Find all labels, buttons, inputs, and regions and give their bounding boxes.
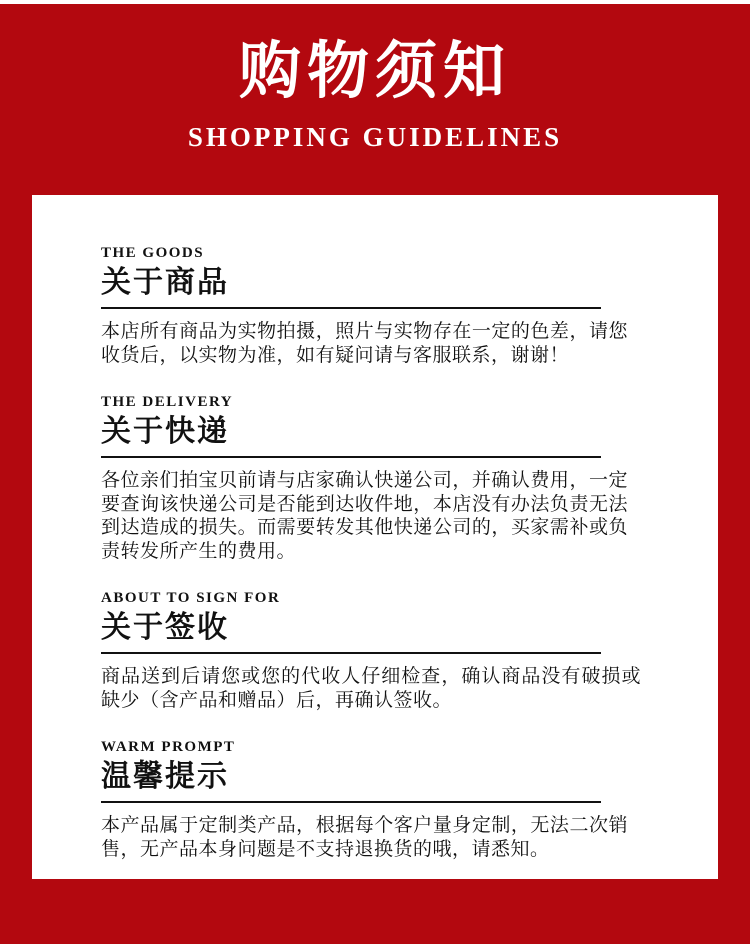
section-warm-prompt-body: 本产品属于定制类产品，根据每个客户量身定制，无法二次销售，无产品本身问题是不支持退换货的哦，请悉知。 (101, 815, 628, 860)
section-sign-for-divider (101, 652, 601, 654)
section-delivery-body: 各位亲们拍宝贝前请与店家确认快递公司，并确认费用，一定要查询该快递公司是否能到达收件地，本店没有办法负责无法到达造成的损失。而需要转发其他快递公司的，买家需补或负责转发所产生的费用。 (101, 470, 628, 562)
header (0, 4, 750, 152)
content-card (32, 195, 718, 879)
section-delivery-divider (101, 456, 601, 458)
section-warm-prompt-title-zh: 温馨提示 (101, 759, 229, 794)
section-sign-for-title-zh: 关于签收 (101, 610, 229, 645)
section-delivery (101, 394, 658, 563)
section-sign-for-label-en: ABOUT TO SIGN FOR (101, 590, 281, 606)
section-delivery-title-zh: 关于快递 (101, 414, 229, 449)
page-title: 购物须知 (238, 34, 511, 107)
section-sign-for-body: 商品送到后请您或您的代收人仔细检查，确认商品没有破损或缺少（含产品和赠品）后，再确认签收。 (101, 666, 641, 711)
section-goods (101, 245, 658, 367)
section-warm-prompt (101, 739, 658, 861)
section-goods-label-en: THE GOODS (101, 245, 205, 261)
section-warm-prompt-label-en: WARM PROMPT (101, 739, 236, 755)
section-goods-title-zh: 关于商品 (101, 265, 229, 300)
section-goods-body: 本店所有商品为实物拍摄，照片与实物存在一定的色差，请您收货后，以实物为准，如有疑问请与客服联系，谢谢！ (101, 321, 628, 366)
section-warm-prompt-divider (101, 801, 601, 803)
section-sign-for (101, 590, 658, 712)
section-goods-divider (101, 307, 601, 309)
section-delivery-label-en: THE DELIVERY (101, 394, 234, 410)
page-subtitle: SHOPPING GUIDELINES (187, 122, 563, 152)
